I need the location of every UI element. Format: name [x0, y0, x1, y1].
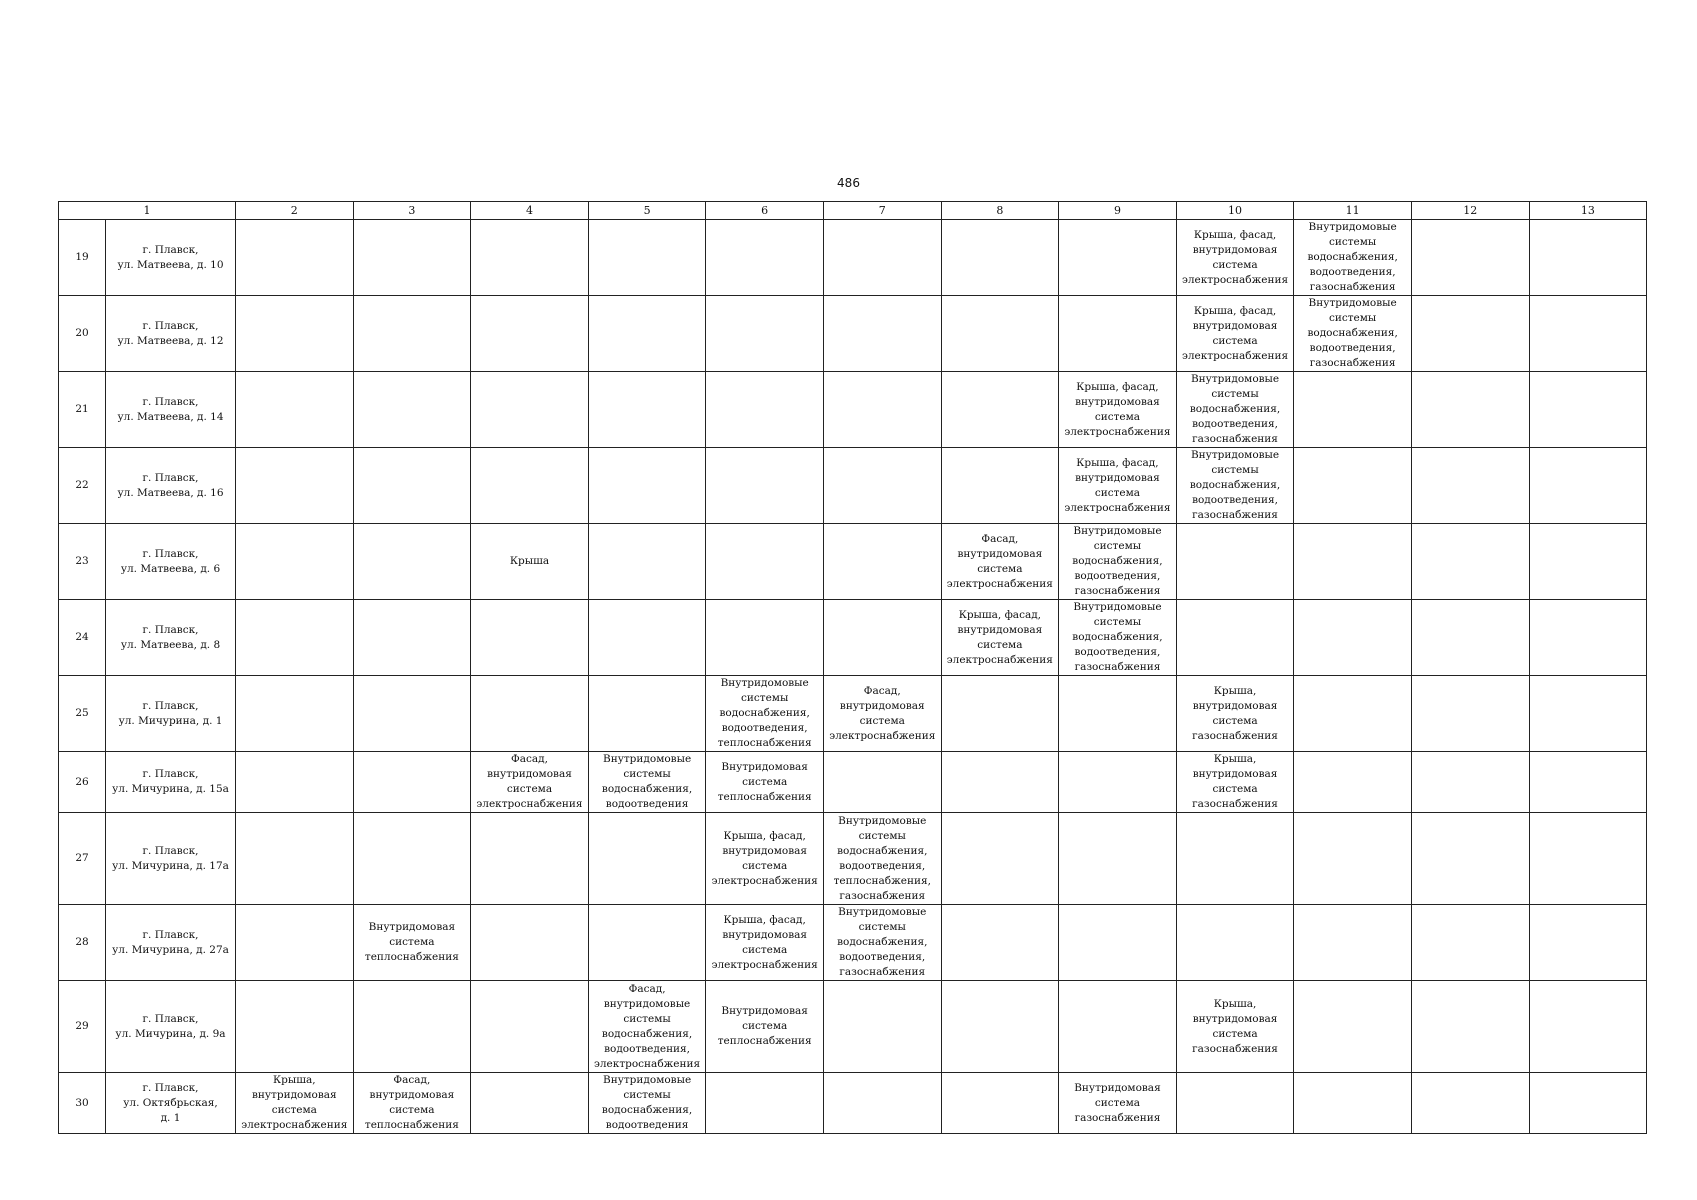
work-cell	[706, 296, 824, 372]
work-cell	[823, 676, 941, 752]
work-cell	[706, 448, 824, 524]
work-cell	[1059, 600, 1177, 676]
work-cell	[1529, 524, 1647, 600]
table-row	[59, 524, 1647, 600]
work-cell	[1529, 220, 1647, 296]
column-header: 4	[471, 202, 589, 220]
work-cell	[353, 981, 471, 1073]
work-text: Внутридомовая система теплоснабжения	[717, 760, 812, 803]
work-text: Внутридомовые системы водоснабжения, водоотведения, газоснабжения	[1307, 297, 1398, 369]
address-text: г. Плавск, ул. Матвеева, д. 6	[120, 547, 221, 575]
work-cell	[1176, 752, 1294, 813]
work-cell	[941, 372, 1059, 448]
work-text: Внутридомовая система газоснабжения	[1074, 1081, 1161, 1124]
work-cell	[1294, 676, 1412, 752]
work-cell	[1059, 220, 1177, 296]
column-header: 5	[588, 202, 706, 220]
work-text: Фасад, внутридомовые системы водоснабжения, водоотведения, электроснабжения	[594, 982, 701, 1070]
work-cell	[941, 220, 1059, 296]
address-cell	[106, 524, 236, 600]
work-text: Крыша, внутридомовая система газоснабжения	[1192, 753, 1278, 810]
work-text: Крыша, фасад, внутридомовая система электроснабжения	[1064, 380, 1171, 438]
work-cell	[1411, 676, 1529, 752]
column-header: 8	[941, 202, 1059, 220]
work-cell	[1059, 676, 1177, 752]
table-row	[59, 905, 1647, 981]
work-text: Крыша, внутридомовая система газоснабжения	[1192, 684, 1278, 742]
table-row	[59, 600, 1647, 676]
row-number: 26	[59, 752, 106, 813]
work-cell	[1176, 813, 1294, 905]
work-cell	[823, 296, 941, 372]
work-cell	[823, 813, 941, 905]
work-cell	[1411, 981, 1529, 1073]
table-header	[59, 202, 1647, 220]
row-number: 25	[59, 676, 106, 752]
work-text: Фасад, внутридомовая система электроснабжения	[946, 532, 1053, 590]
work-cell	[1294, 220, 1412, 296]
work-text: Внутридомовая система теплоснабжения	[717, 1005, 812, 1047]
work-cell	[1294, 372, 1412, 448]
work-cell	[706, 524, 824, 600]
work-cell	[1059, 905, 1177, 981]
work-cell	[236, 600, 354, 676]
register-table	[58, 201, 1647, 1134]
table-row	[59, 752, 1647, 813]
work-text: Крыша, фасад, внутридомовая система электроснабжения	[1181, 228, 1289, 286]
work-cell	[706, 813, 824, 905]
work-text: Фасад, внутридомовая система электроснабжения	[476, 753, 583, 810]
page-number: 486	[837, 176, 860, 190]
work-cell	[588, 981, 706, 1073]
work-cell	[471, 905, 589, 981]
work-text: Внутридомовые системы водоснабжения, водоотведения, газоснабжения	[1307, 221, 1398, 293]
work-text: Крыша, фасад, внутридомовая система электроснабжения	[711, 829, 818, 887]
work-text: Внутридомовые системы водоснабжения, водоотведения, газоснабжения	[837, 906, 928, 978]
column-header: 13	[1529, 202, 1647, 220]
address-cell	[106, 296, 236, 372]
work-cell	[353, 813, 471, 905]
column-header: 11	[1294, 202, 1412, 220]
work-cell	[471, 1073, 589, 1134]
work-cell	[236, 813, 354, 905]
work-cell	[1176, 1073, 1294, 1134]
work-cell	[1411, 296, 1529, 372]
work-cell	[588, 600, 706, 676]
column-header: 3	[353, 202, 471, 220]
work-cell	[236, 524, 354, 600]
work-cell	[471, 524, 589, 600]
row-number: 29	[59, 981, 106, 1073]
table-row	[59, 448, 1647, 524]
address-text: г. Плавск, ул. Мичурина, д. 1	[118, 699, 223, 727]
work-cell	[353, 372, 471, 448]
work-cell	[353, 752, 471, 813]
address-text: г. Плавск, ул. Мичурина, д. 15а	[112, 768, 229, 795]
work-cell	[1059, 813, 1177, 905]
row-number: 19	[59, 220, 106, 296]
work-cell	[1059, 524, 1177, 600]
address-cell	[106, 600, 236, 676]
work-cell	[1294, 905, 1412, 981]
row-number: 23	[59, 524, 106, 600]
work-cell	[1529, 372, 1647, 448]
work-cell	[823, 600, 941, 676]
work-cell	[1176, 220, 1294, 296]
work-cell	[1529, 296, 1647, 372]
work-cell	[823, 448, 941, 524]
table-row	[59, 1073, 1647, 1134]
work-cell	[236, 981, 354, 1073]
work-cell	[941, 524, 1059, 600]
work-cell	[471, 981, 589, 1073]
work-cell	[588, 752, 706, 813]
work-cell	[1529, 905, 1647, 981]
work-text: Крыша, фасад, внутридомовая система электроснабжения	[1064, 456, 1171, 514]
work-cell	[941, 296, 1059, 372]
work-cell	[588, 524, 706, 600]
work-text: Крыша, фасад, внутридомовая система электроснабжения	[711, 913, 818, 971]
work-cell	[236, 752, 354, 813]
work-cell	[823, 524, 941, 600]
work-cell	[706, 752, 824, 813]
work-cell	[1294, 524, 1412, 600]
address-text: г. Плавск, ул. Матвеева, д. 14	[117, 395, 224, 423]
row-number: 22	[59, 448, 106, 524]
table-row	[59, 372, 1647, 448]
work-cell	[1529, 813, 1647, 905]
work-cell	[588, 813, 706, 905]
work-cell	[1176, 905, 1294, 981]
work-cell	[706, 1073, 824, 1134]
table-row	[59, 981, 1647, 1073]
address-text: г. Плавск, ул. Мичурина, д. 27а	[112, 928, 229, 956]
work-cell	[941, 905, 1059, 981]
column-header: 2	[236, 202, 354, 220]
work-cell	[1176, 372, 1294, 448]
work-cell	[588, 1073, 706, 1134]
address-text: г. Плавск, ул. Матвеева, д. 12	[117, 319, 224, 347]
work-cell	[236, 220, 354, 296]
work-cell	[236, 676, 354, 752]
column-header: 12	[1411, 202, 1529, 220]
work-cell	[471, 676, 589, 752]
work-cell	[588, 220, 706, 296]
address-cell	[106, 676, 236, 752]
work-cell	[471, 600, 589, 676]
row-number: 24	[59, 600, 106, 676]
table-row	[59, 296, 1647, 372]
work-text: Крыша, фасад, внутридомовая система электроснабжения	[946, 608, 1053, 666]
work-text: Крыша, внутридомовая система газоснабжения	[1192, 997, 1278, 1055]
work-text: Внутридомовые системы водоснабжения, водоотведения	[601, 753, 693, 810]
work-text: Внутридомовые системы водоснабжения, водоотведения, газоснабжения	[1072, 601, 1163, 673]
work-cell	[1411, 448, 1529, 524]
work-text: Крыша, внутридомовая система электроснабжения	[241, 1074, 348, 1131]
work-cell	[236, 1073, 354, 1134]
work-cell	[1176, 676, 1294, 752]
column-header: 6	[706, 202, 824, 220]
work-cell	[823, 905, 941, 981]
work-cell	[588, 296, 706, 372]
work-cell	[823, 981, 941, 1073]
work-cell	[1059, 372, 1177, 448]
address-text: г. Плавск, ул. Мичурина, д. 17а	[112, 844, 229, 872]
work-cell	[1059, 296, 1177, 372]
row-number: 28	[59, 905, 106, 981]
address-text: г. Плавск, ул. Матвеева, д. 8	[120, 623, 221, 651]
work-cell	[941, 676, 1059, 752]
work-cell	[471, 220, 589, 296]
work-cell	[471, 372, 589, 448]
work-cell	[236, 448, 354, 524]
work-cell	[1411, 752, 1529, 813]
row-number: 30	[59, 1073, 106, 1134]
work-cell	[1176, 981, 1294, 1073]
work-cell	[1529, 676, 1647, 752]
work-cell	[1294, 448, 1412, 524]
work-cell	[1294, 981, 1412, 1073]
work-cell	[706, 905, 824, 981]
table-row	[59, 220, 1647, 296]
work-cell	[1411, 905, 1529, 981]
work-cell	[1529, 981, 1647, 1073]
work-cell	[1176, 524, 1294, 600]
work-cell	[588, 372, 706, 448]
work-cell	[1176, 296, 1294, 372]
work-cell	[1294, 296, 1412, 372]
work-cell	[1529, 448, 1647, 524]
work-cell	[706, 600, 824, 676]
work-cell	[823, 1073, 941, 1134]
column-header: 9	[1059, 202, 1177, 220]
address-cell	[106, 905, 236, 981]
work-cell	[706, 981, 824, 1073]
work-cell	[353, 448, 471, 524]
work-cell	[1294, 813, 1412, 905]
work-cell	[353, 676, 471, 752]
work-cell	[1294, 752, 1412, 813]
row-number: 27	[59, 813, 106, 905]
work-cell	[1059, 752, 1177, 813]
work-cell	[1411, 1073, 1529, 1134]
work-text: Крыша	[509, 555, 550, 567]
work-cell	[353, 220, 471, 296]
address-cell	[106, 220, 236, 296]
work-cell	[823, 220, 941, 296]
work-text: Внутридомовая система теплоснабжения	[364, 921, 459, 963]
work-cell	[1529, 600, 1647, 676]
table-row	[59, 676, 1647, 752]
work-text: Внутридомовые системы водоснабжения, водоотведения, газоснабжения	[1189, 373, 1281, 445]
address-cell	[106, 372, 236, 448]
work-cell	[1176, 600, 1294, 676]
work-cell	[941, 752, 1059, 813]
address-cell	[106, 448, 236, 524]
address-cell	[106, 752, 236, 813]
row-number: 21	[59, 372, 106, 448]
column-header: 1	[59, 202, 236, 220]
address-text: г. Плавск, ул. Мичурина, д. 9а	[115, 1012, 226, 1040]
work-cell	[706, 220, 824, 296]
work-cell	[471, 752, 589, 813]
work-cell	[236, 296, 354, 372]
table-body	[59, 220, 1647, 1134]
work-cell	[353, 296, 471, 372]
work-cell	[1411, 220, 1529, 296]
work-text: Внутридомовые системы водоснабжения, водоотведения, газоснабжения	[1072, 525, 1163, 597]
work-text: Внутридомовые системы водоснабжения, водоотведения, газоснабжения	[1189, 449, 1281, 521]
table-row	[59, 813, 1647, 905]
work-cell	[706, 372, 824, 448]
work-cell	[941, 813, 1059, 905]
address-text: г. Плавск, ул. Матвеева, д. 10	[117, 243, 224, 271]
work-cell	[941, 600, 1059, 676]
address-cell	[106, 813, 236, 905]
work-cell	[1294, 600, 1412, 676]
work-cell	[706, 676, 824, 752]
column-header: 7	[823, 202, 941, 220]
column-header: 10	[1176, 202, 1294, 220]
work-cell	[236, 372, 354, 448]
work-cell	[823, 372, 941, 448]
work-cell	[941, 981, 1059, 1073]
work-cell	[941, 448, 1059, 524]
work-cell	[1529, 1073, 1647, 1134]
work-cell	[353, 600, 471, 676]
work-cell	[1059, 1073, 1177, 1134]
work-cell	[588, 448, 706, 524]
work-cell	[471, 448, 589, 524]
address-text: г. Плавск, ул. Октябрьская, д. 1	[123, 1081, 218, 1124]
work-cell	[1411, 813, 1529, 905]
work-cell	[353, 1073, 471, 1134]
work-cell	[353, 905, 471, 981]
work-text: Внутридомовые системы водоснабжения, водоотведения, теплоснабжения	[717, 677, 812, 749]
work-cell	[823, 752, 941, 813]
work-text: Крыша, фасад, внутридомовая система электроснабжения	[1181, 304, 1289, 362]
work-text: Внутридомовые системы водоснабжения, водоотведения	[601, 1074, 693, 1131]
row-number: 20	[59, 296, 106, 372]
address-cell	[106, 981, 236, 1073]
work-cell	[1059, 981, 1177, 1073]
work-cell	[1529, 752, 1647, 813]
address-cell	[106, 1073, 236, 1134]
work-cell	[471, 296, 589, 372]
work-cell	[588, 905, 706, 981]
work-cell	[941, 1073, 1059, 1134]
work-text: Фасад, внутридомовая система теплоснабжения	[364, 1074, 459, 1131]
work-cell	[353, 524, 471, 600]
address-text: г. Плавск, ул. Матвеева, д. 16	[117, 471, 224, 499]
work-cell	[588, 676, 706, 752]
work-cell	[1176, 448, 1294, 524]
work-cell	[236, 905, 354, 981]
work-cell	[1294, 1073, 1412, 1134]
work-cell	[1411, 600, 1529, 676]
work-text: Фасад, внутридомовая система электроснабжения	[829, 684, 936, 742]
work-cell	[471, 813, 589, 905]
work-cell	[1059, 448, 1177, 524]
work-cell	[1411, 524, 1529, 600]
work-cell	[1411, 372, 1529, 448]
work-text: Внутридомовые системы водоснабжения, водоотведения, теплоснабжения, газоснабжения	[833, 814, 931, 902]
